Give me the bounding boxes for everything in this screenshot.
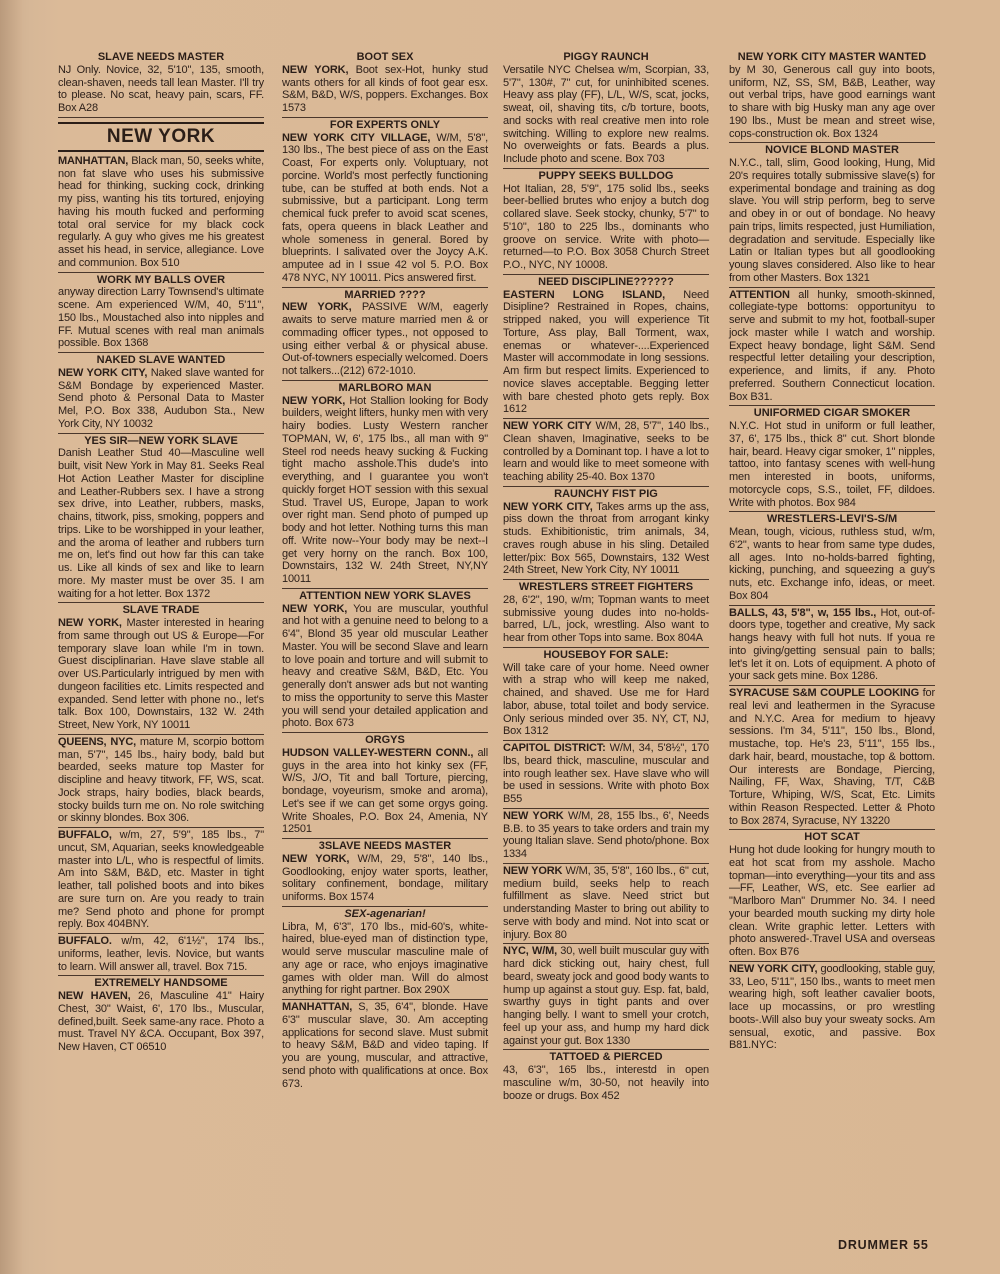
- ad-body: W/M, 5'8", 130 lbs., The best piece of ass on the East Coast, For experts only. Voluptuary, not porcine. World's most perfectly functioning tube, can be stuffed at both ends. Not a submissive, but a participant. Long term chemical fuck prefer to avoid scat scenes, fats, opera queens in black Leather and whole someness in general. Bored by blueprints. I salivated over the Joycy A.K. amputee ad in I ssue 42 vol 5. P.O. Box 478 NYC, NY 10011. Pics answered first.: [282, 131, 489, 284]
- ad-heading: HOT SCAT: [804, 831, 860, 844]
- ad-heading: 3SLAVE NEEDS MASTER: [318, 840, 452, 852]
- ad-body: for real levi and leathermen in the Syracuse and N.Y.C. Area for medium to hjeavy sessions. I'm 34, 5'11", 150 lbs., Blond, mustache, top. He's 23, 5'11", 155 lbs., dark hair, beard, moustache, top & bottom. Our interests are Bondage, Piercing, Nailing, FF, Wax, Shaving, T/T, C&B Torture, Whiping, W/S, Scat, Etc. Limits within Reason Respected. Letter & Photo to Box 2874, Syracuse, NY 13220: [729, 687, 936, 827]
- classified-ad: [58, 50, 264, 118]
- ad-body: Versatile NYC Chelsea w/m, Scorpian, 33, 5'7", 130#, 7" cut, for uninhibited scenes. Heavy ass play (FF), L/L, W/S, scat, jocks, sweat, oil, shaving tits, c/b torture, boots, and socks with real creative men into role switching. Willing to explore new realms. No overweights or fats. Beards a plus. Include photo and scene. Box 703: [503, 63, 709, 165]
- page-edge-shadow: [0, 0, 22, 1274]
- ad-heading: PUPPY SEEKS BULLDOG: [538, 169, 674, 182]
- classified-ad: [729, 830, 935, 962]
- ad-body: W/M, 28, 5'7", 140 lbs., Clean shaven, Imaginative, seeks to be controlled by a Dominant top. I have a lot to learn and would like to meet someone with teaching ability 25-40. Box 1370: [503, 420, 709, 483]
- classified-ad: [58, 976, 264, 1056]
- classified-ad: [729, 686, 935, 830]
- ad-heading: SLAVE TRADE: [122, 604, 200, 617]
- ad-body: W/M, 34, 5'8½", 170 lbs, beard thick, masculine, muscular and into rough leather sex. Have slave who will be used in sessions. Write with photo Box B55: [503, 742, 709, 805]
- classified-ad: [503, 487, 709, 580]
- ad-body: 30, well built muscular guy with hard dick sticking out, hairy chest, full beard, sweaty jock and good body wants to hump up against a stout guy. Esp. fat, bald, swarthy guys in tight pants and over hanging belly. I want to smell your crotch, feel up your ass, and hump my hard dick against your gut. Box 1330: [503, 945, 709, 1047]
- ad-body: Hot Italian, 28, 5'9", 175 solid lbs., seeks beer-bellied brutes who enjoy a butch dog collared slave. Seek stocky, chunky, 5'7" to 5'10", 180 to 225 lbs., dominants who groove on service. Write with photo—returned—to P.O. Box 3058 Church Street P.O., NYC, NY 10008.: [503, 182, 709, 271]
- ad-lead: MANHATTAN,: [282, 1001, 353, 1013]
- ad-heading: BOOT SEX: [356, 51, 414, 63]
- ad-body: Master interested in hearing from same through out US & Europe—For temporary slave loan while I'm in town. Guest disciplinarian. Have slave stable all over US.Particularly intrigued by men with dungeon facilities etc. Limits respected and expanded. Send letter with phone no., let's talk. Box 100, Downstairs, 132 W. 24th Street, New York, NY 10011: [58, 617, 264, 731]
- ad-heading: HOUSEBOY FOR SALE:: [543, 648, 669, 661]
- classified-ad: [58, 154, 264, 273]
- ad-heading: NEW YORK CITY MASTER WANTED: [737, 51, 927, 63]
- ad-lead: HUDSON VALLEY-WESTERN CONN.,: [282, 746, 474, 759]
- ad-body: Hung hot dude looking for hungry mouth to eat hot scat from my asshole. Macho topman—into everything—your tits and ass—FF, Leather, WS, etc. See earlier ad "Marlboro Man" Drummer No. 34. I need your bearded mouth sucking my dirty hole clean. Write graphic letter. Letters with photo answered-.Travel USA and overseas often. Box B76: [729, 844, 935, 958]
- page-number: 55: [913, 1238, 929, 1252]
- ad-body: w/m, 27, 5'9", 185 lbs., 7" uncut, SM, Aquarian, seeks knowledgeable master into L/L, who is respectful of limits. Am into S&M, B&D, etc. Master in tight leather, tall polished boots and into bikes are sure turn on. Are you ready to train me? Send photo and phone for prompt reply. Box 404BNY.: [58, 829, 264, 931]
- ad-column-3: [503, 50, 709, 1104]
- classified-ad: [503, 419, 709, 487]
- ad-body: 28, 6'2", 190, w/m; Topman wants to meet submissive young dudes into no-holds-barred, L/L, jock, wrestling. Also want to hear from other Tops into same. Box 804A: [503, 593, 709, 644]
- ad-body: W/M, 35, 5'8", 160 lbs., 6" cut, medium build, seeks help to reach fulfillment as slave. Need strict but understanding Master to bring out ability to serve with body and mind. Not into scat or injury. Box 80: [503, 864, 709, 941]
- ad-body: Boot sex-Hot, hunky stud wants others for all kinds of foot gear esx. S&M, B&D, W/S, poppers. Exchanges. Box 1573: [282, 63, 489, 114]
- ad-body: by M 30, Generous call guy into boots, uniform, NZ, SS, SM, B&B, Leather, way out verbal trips, have good earnings want to share with big Husky man any age over 190 lbs., Must be mean and street wise, cops-construction ok. Box 1324: [729, 63, 935, 140]
- classified-ad: [503, 169, 709, 275]
- ad-lead: NEW YORK CITY,: [503, 500, 593, 513]
- classified-ad: [729, 962, 935, 1054]
- ad-body: w/m, 42, 6'1½", 174 lbs., uniforms, leather, levis. Novice, but wants to learn. Will answer all, travel. Box 715.: [58, 935, 264, 973]
- ad-lead: QUEENS, NYC,: [58, 735, 137, 748]
- ad-body: all guys in the area into hot kinky sex (FF, W/S, J/O, Tit and ball Torture, piercing, bondage, voyeurism, smoke and aroma), Let's see if we can get some orgys going. Write Shoales, P.O. Box 24, Amenia, NY 12501: [282, 746, 488, 836]
- ad-body: Naked slave wanted for S&M Bondage by experienced Master. Send photo & Personal Data to Master Mel, P.O. Box 338, Audubon Sta., New York City, NY 10032: [58, 366, 264, 430]
- classified-ad: [282, 288, 488, 381]
- classified-ad: [729, 512, 935, 605]
- classified-ad: [282, 589, 488, 733]
- ad-body: Hot, out-of-doors type, together and creative, My sack hangs heavy with full hot nuts. If youa re into giving/getting sensual pain to balls; let's let it on. Lots of equipment. A photo of your sack gets mine. Box 1286.: [729, 606, 935, 683]
- classified-ad: [729, 406, 935, 512]
- ad-heading: ATTENTION NEW YORK SLAVES: [299, 589, 471, 602]
- ad-body: 26, Masculine 41" Hairy Chest, 30" Waist, 6', 170 lbs., Muscular, defined,built. Seek same-any race. Photo a must. Travel NY &CA. Occupant, Box 397, New Haven, CT 06510: [58, 990, 265, 1053]
- classified-ad: [503, 741, 709, 809]
- ad-lead: NEW YORK CITY,: [729, 962, 818, 975]
- ad-body: Takes arms up the ass, piss down the throat from arrogant kinky studs. Exhibitionistic, trim animals, 34, craves rough abuse in his sling. Detailed letter/pix: Box 565, Downstairs, 132 West 24th Street, New York City, NY 10011: [503, 500, 710, 577]
- classified-ad: [503, 275, 709, 419]
- ad-body: anyway direction Larry Townsend's ultimate scene. Am experienced W/M, 40, 5'11", 150 lbs., Moustached also into nipples and FF. Mutual scenes with real man animals possible. Box 1368: [58, 286, 264, 350]
- ad-body: You are muscular, youthful and hot with a genuine need to belong to a 6'4", Blond 35 year old muscular Leather Master. You will be second Slave and learn to love poain and torture and will submit to heavy and creative S&M, B&D, Etc. You generally don't answer ads but not wanting to miss the opportunity to serve this Master you will send your detailed application and photo. Box 673: [282, 602, 488, 730]
- classified-ad: [282, 839, 488, 907]
- ad-lead: BUFFALO.: [58, 935, 112, 947]
- ad-lead: BUFFALO,: [58, 829, 112, 841]
- classified-ad: [729, 50, 935, 143]
- classified-ad: [503, 1050, 709, 1104]
- ad-body: W/M, 29, 5'8", 140 lbs., Goodlooking, enjoy water sports, leather, solitary confinement, bondage, military uniforms. Box 1574: [282, 852, 488, 903]
- ad-lead: MANHATTAN,: [58, 154, 129, 167]
- ad-heading: NEED DISCIPLINE??????: [538, 275, 674, 288]
- classified-ad: [729, 288, 935, 407]
- ad-body: all hunky, smooth-skinned, collegiate-type bottoms: opportunityu to serve and submit to my hot, football-super jock master while I watch and worship. Expect heavy bondage, light S&M. Send respectful letter detailing your description, experience, and limits, if any. Photo preferred. Southern Connecticut location. Box B31.: [729, 288, 935, 403]
- classified-ad: [282, 733, 488, 839]
- ad-heading: NAKED SLAVE WANTED: [96, 354, 226, 366]
- ad-heading: TATTOED & PIERCED: [549, 1051, 663, 1064]
- ad-heading: WORK MY BALLS OVER: [96, 273, 226, 286]
- ad-body: Hot Stallion looking for Body builders, weight lifters, hunky men with very hairy bodies. Lusty Western rancher TOPMAN, W, 6', 175 lbs., all man with 9" Steel rod needs heavy sucking & Fucking tight macho asshole.This dude's into everything, and I guarantee you won't quickly forget HOT session with this sexual Stud. Travel US, Europe, Japan to work over right man. Send photo of pumped up body and hot letter. Nothing turns this man off. Write now--Your body may be next--I get very horny on the ranch. Box 100, Downstairs, 132 W. 24th Street, NY,NY 10011: [282, 394, 488, 585]
- ad-lead: NEW YORK CITY: [503, 420, 592, 432]
- ad-lead: NEW YORK,: [58, 617, 122, 629]
- ad-heading: EXTREMELY HANDSOME: [94, 977, 228, 990]
- ad-lead: NYC, W/M,: [503, 945, 558, 958]
- ad-heading: WRESTLERS-LEVI'S-S/M: [766, 513, 898, 526]
- ad-column-2: [282, 50, 488, 1092]
- ad-lead: SYRACUSE S&M COUPLE LOOKING: [729, 687, 919, 699]
- classified-ad: [729, 143, 935, 287]
- classified-ad: [58, 273, 264, 354]
- ad-body: N.Y.C., tall, slim, Good looking, Hung, Mid 20's requires totally submissive slave(s) for experimental bondage and training as dog slave. You will strip perform, beg to serve and obey in or out of bondage. No heavy pain trips, limits respected, just Humiliation, degradation and servitude. Especially like Latin or Italian types but all goodlooking young slaves considered. Also like to hear from other Masters. Box 1321: [729, 157, 935, 284]
- classified-ad: [58, 828, 264, 934]
- ad-heading: ORGYS: [365, 734, 405, 746]
- ad-lead: ATTENTION: [729, 288, 790, 301]
- ad-lead: NEW YORK: [503, 864, 563, 877]
- classified-ad: [58, 735, 264, 828]
- ad-lead: NEW YORK,: [282, 63, 349, 76]
- ad-heading: RAUNCHY FIST PIG: [554, 487, 658, 500]
- classified-ad: [729, 606, 935, 687]
- ad-lead: NEW YORK,: [282, 394, 346, 407]
- ad-lead: NEW YORK,: [282, 602, 348, 615]
- classified-ad: [58, 603, 264, 735]
- ad-lead: NEW YORK,: [282, 852, 350, 865]
- ad-body: NJ Only. Novice, 32, 5'10", 135, smooth, clean-shaven, needs tall lean Master. I'll try to please. No scat, heavy pain, scars, FF. Box A28: [58, 63, 264, 114]
- ad-lead: NEW YORK CITY VILLAGE,: [282, 131, 431, 144]
- ad-body: Danish Leather Stud 40—Masculine well built, visit New York in May 81. Seeks Real Hot Action Leather Master for discipline and Leather-Rubbers sex. I have a strong sex drive, into Leather, rubbers, masks, chains, titwork, piss, smoking, poppers and trips. Like to be worshipped in your leather, and the aroma of leather and rubbers turn me on, let's find out how far this can take us. Like all kinds of sex and like to learn more. My master must be over 35. I am waiting for a hot letter. Box 1372: [58, 447, 264, 600]
- ad-column-1: [58, 50, 264, 1056]
- ad-lead: NEW YORK: [503, 809, 564, 822]
- ad-lead: NEW HAVEN,: [58, 990, 131, 1002]
- classified-ad: [58, 353, 264, 434]
- classified-ad: [58, 434, 264, 604]
- ad-body: N.Y.C. Hot stud in uniform or full leather, 37, 6', 175 lbs., thick 8" cut. Short blonde hair, beard. Heavy cigar smoker, 1" nipples, tattoo, into fantasy scenes with well-hung men interested in boots, uniforms, motorcycle cops, S.S., toilet, FF, dildoes. Write with photos. Box 984: [729, 420, 935, 509]
- ad-lead: EASTERN LONG ISLAND,: [503, 288, 666, 301]
- ad-column-4: [729, 50, 935, 1054]
- section-header: NEW YORK: [58, 122, 264, 152]
- ad-heading: MARLBORO MAN: [338, 381, 432, 394]
- classified-ad: [282, 907, 488, 1000]
- classified-ad: [282, 1000, 488, 1092]
- classified-ad: [503, 864, 709, 945]
- ad-body: 43, 6'3", 165 lbs., interestd in open masculine w/m, 30-50, not heavily into booze or drugs. Box 452: [503, 1064, 709, 1102]
- classified-ad: [282, 50, 488, 118]
- ad-body: mature M, scorpio bottom man, 5'7", 145 lbs., hairy body, bald but bearded, seeks mature top Master for discipline and heavy titwork, FF, WS, scat. Jock straps, hairy bodies, black beards, stocky builds turn me on. No role switching or skinny blondes. Box 306.: [58, 735, 264, 825]
- ad-body: W/M, 28, 155 lbs., 6', Needs B.B. to 35 years to take orders and train my young Italian slave. Send photo/phone. Box 1334: [503, 809, 709, 860]
- classified-ad: [503, 580, 709, 648]
- classified-ad: [282, 118, 488, 288]
- ad-heading: SEX-agenarian!: [344, 907, 426, 920]
- ad-lead: NEW YORK,: [282, 301, 352, 314]
- ad-lead: CAPITOL DISTRICT:: [503, 742, 606, 754]
- ad-lead: NEW YORK CITY,: [58, 366, 148, 379]
- classified-ad: [282, 381, 488, 589]
- classified-ad: [503, 944, 709, 1050]
- ad-body: PASSIVE W/M, eagerly awaits to serve mature married men & or commading officer types., not opposed to using either verbal & or physical abuse. Out-of-towners especially welcomed. Doers not talkers...(212) 672-1010.: [282, 301, 488, 377]
- classified-ad: [503, 648, 709, 741]
- ad-heading: FOR EXPERTS ONLY: [329, 118, 441, 131]
- ad-heading: MARRIED ????: [344, 288, 426, 301]
- classified-ad: [58, 934, 264, 976]
- ad-body: Will take care of your home. Need owner with a strap who will keep me naked, chained, and shaved. Use me for Hard labor, abuse, total toilet and body service. Only serious minded over 35. NY, CT, NJ, Box 1312: [503, 661, 709, 738]
- magazine-name: DRUMMER: [838, 1238, 909, 1252]
- ad-body: Libra, M, 6'3", 170 lbs., mid-60's, white-haired, blue-eyed man of distinction type, would serve muscular masculine male of any age or race, who enjoys imaginative games with older man. Will do almost anything for right partner. Box 290X: [282, 920, 488, 997]
- classified-ad: [503, 809, 709, 864]
- ad-body: Black man, 50, seeks white, non fat slave who uses his submissive head for thinking, sucking cock, drinking my piss, wanting his tits tortured, enjoying having his mouth fucked and performing total oral service for my black cock regularly. A guy who gives me his greatest asset his head, in service, allegiance. Love and communion. Box 510: [58, 154, 264, 269]
- ad-body: S, 35, 6'4", blonde. Have 6'3" muscular slave, 30. Am accepting applications for second slave. Must submit to heavy S&M, B&D and video taping. If you are young, muscular, and attractive, send photo with qualifications at once. Box 673.: [282, 1001, 488, 1090]
- ad-lead: BALLS, 43, 5'8", w, 155 lbs.,: [729, 606, 877, 619]
- ad-heading: YES SIR—NEW YORK SLAVE: [84, 434, 238, 447]
- page-footer: [838, 1238, 929, 1252]
- ad-heading: WRESTLERS STREET FIGHTERS: [518, 581, 694, 593]
- ad-heading: NOVICE BLOND MASTER: [765, 144, 899, 157]
- ad-heading: UNIFORMED CIGAR SMOKER: [753, 407, 911, 420]
- ad-body: goodlooking, stable guy, 33, Leo, 5'11", 150 lbs., wants to meet men wearing high, soft leather cavalier boots, lace up mocassins, or pro wrestling boots-.Will also buy your sweaty socks. Am sensual, exotic, and passive. Box B81.NYC:: [729, 962, 935, 1052]
- ad-heading: SLAVE NEEDS MASTER: [97, 51, 225, 63]
- ad-body: Mean, tough, vicious, ruthless stud, w/m, 6'2", wants to hear from same type dudes, all ages. Into no-holds-barred fighting, kicking, punching, and squeezing a guy's nuts, etc. Exchange info, ideas, or meet. Box 804: [729, 526, 935, 602]
- ad-heading: PIGGY RAUNCH: [563, 51, 649, 63]
- classified-ad: [503, 50, 709, 169]
- ad-body: Need Disipline? Restrained in Ropes, chains, stripped naked, you will experience Tit Torture, Ass play, Ball Torment, wax, enemas or whatever-....Experienced Master will accommodate in long sessions. Am firm but respect limits. Experienced to novice slaves acceptable. Begging letter with bare chested photo gets reply. Box 1612: [503, 288, 709, 416]
